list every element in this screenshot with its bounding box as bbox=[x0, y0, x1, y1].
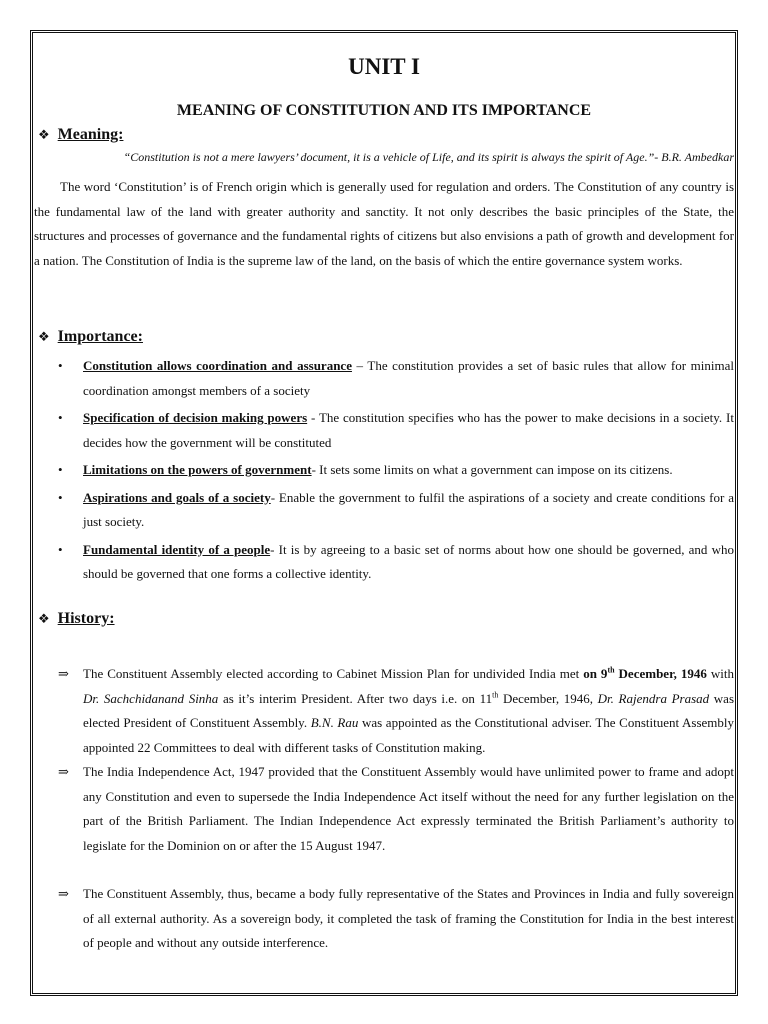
bullet-icon: • bbox=[58, 489, 63, 505]
importance-term: Specification of decision making powers bbox=[83, 410, 308, 425]
history-heading-text: History: bbox=[57, 610, 115, 627]
ordinal-suffix: th bbox=[492, 690, 499, 700]
history-text: The Constituent Assembly elected according to Cabinet Mission Plan for undivided India met bbox=[83, 666, 584, 681]
importance-desc: - It sets some limits on what a government can impose on its citizens. bbox=[311, 462, 673, 477]
importance-term: Constitution allows coordination and assurance bbox=[83, 358, 352, 373]
diamond-bullet-icon: ❖ bbox=[38, 127, 50, 142]
meaning-heading-text: Meaning: bbox=[57, 126, 124, 143]
document-page bbox=[34, 34, 734, 992]
meaning-heading bbox=[38, 126, 123, 144]
importance-desc: – The constitution provides a set of basic rules that allow for minimal coordination amongst members of a society bbox=[83, 358, 734, 398]
history-bold-text: December, 1946 bbox=[614, 666, 707, 681]
history-text: The Constituent Assembly, thus, became a body fully representative of the States and Provinces in India and fully sovereign of all external authority. As a sovereign body, it completed the task of framing the Constitution for India in the best interest of people and without any outside interference. bbox=[83, 886, 734, 950]
section-title: MEANING OF CONSTITUTION AND ITS IMPORTANCE bbox=[176, 102, 592, 119]
meaning-paragraph: The word ‘Constitution’ is of French origin which is generally used for regulation and orders. The Constitution of any country is the fundamental law of the land with greater authority and sanctity. It not only describes the basic principles of the State, the structures and processes of governance and the fundamental rights of citizens but also envisions a path of growth and development for a nation. The Constitution of India is the supreme law of the land, on the basis of which the entire governance system works. bbox=[34, 179, 734, 268]
history-list bbox=[34, 662, 734, 956]
bullet-icon: • bbox=[58, 462, 63, 477]
person-name: B.N. Rau bbox=[310, 715, 359, 730]
arrow-bullet-icon: ⇒ bbox=[58, 764, 69, 779]
list-item bbox=[34, 458, 734, 483]
bullet-icon: • bbox=[58, 541, 63, 557]
importance-list bbox=[34, 354, 734, 590]
history-bold-text: on 9 bbox=[583, 666, 608, 681]
importance-desc: - Enable the government to fulfil the aspirations of a society and create conditions for a just society. bbox=[83, 489, 734, 529]
importance-desc: - The constitution specifies who has the power to make decisions in a society. It decides how the government will be constituted bbox=[83, 410, 734, 450]
diamond-bullet-icon: ❖ bbox=[38, 611, 50, 626]
history-text: December, 1946, bbox=[498, 690, 598, 706]
list-item bbox=[34, 486, 734, 535]
arrow-bullet-icon: ⇒ bbox=[58, 666, 69, 681]
importance-term: Fundamental identity of a people bbox=[83, 541, 271, 557]
importance-term: Aspirations and goals of a society bbox=[83, 489, 271, 505]
history-text: The India Independence Act, 1947 provided that the Constituent Assembly would have unlimited power to frame and adopt any Constitution and even to supersede the India Independence Act itself without the need for any further legislation on the part of the British Parliament. The Indian Independence Act expressly terminated the British Parliament’s authority to legislate for the Dominion on or after the 15 August 1947. bbox=[83, 764, 734, 853]
bullet-icon: • bbox=[58, 410, 63, 425]
unit-title: UNIT I bbox=[348, 54, 420, 79]
list-item bbox=[34, 882, 734, 956]
history-heading bbox=[38, 610, 115, 628]
ordinal-suffix: th bbox=[607, 665, 615, 675]
importance-desc: - It is by agreeing to a basic set of norms about how one should be governed, and who should be governed that one forms a collective identity. bbox=[83, 541, 734, 581]
list-item bbox=[34, 662, 734, 760]
person-name: Dr. Rajendra Prasad bbox=[597, 690, 710, 706]
history-text: was appointed as the Constitutional adviser. The Constituent Assembly appointed 22 Committees to deal with different tasks of Constitution making. bbox=[83, 715, 734, 755]
bullet-icon: • bbox=[58, 358, 63, 373]
history-text: was elected President of Constituent Assembly. bbox=[83, 690, 734, 730]
diamond-bullet-icon: ❖ bbox=[38, 329, 50, 344]
ambedkar-quote: “Constitution is not a mere lawyers’ document, it is a vehicle of Life, and its spirit is always the spirit of Age.”- B.R. Ambedkar bbox=[123, 150, 734, 164]
importance-heading bbox=[38, 328, 143, 346]
list-item bbox=[34, 538, 734, 587]
list-item bbox=[34, 354, 734, 403]
list-item bbox=[34, 760, 734, 858]
importance-heading-text: Importance: bbox=[57, 328, 143, 345]
list-item bbox=[34, 406, 734, 455]
history-text: as it’s interim President. After two days i.e. on 11 bbox=[218, 690, 493, 706]
person-name: Dr. Sachchidanand Sinha bbox=[83, 690, 219, 706]
arrow-bullet-icon: ⇒ bbox=[58, 886, 69, 901]
history-text: with bbox=[706, 666, 734, 681]
importance-term: Limitations on the powers of government bbox=[83, 462, 312, 477]
